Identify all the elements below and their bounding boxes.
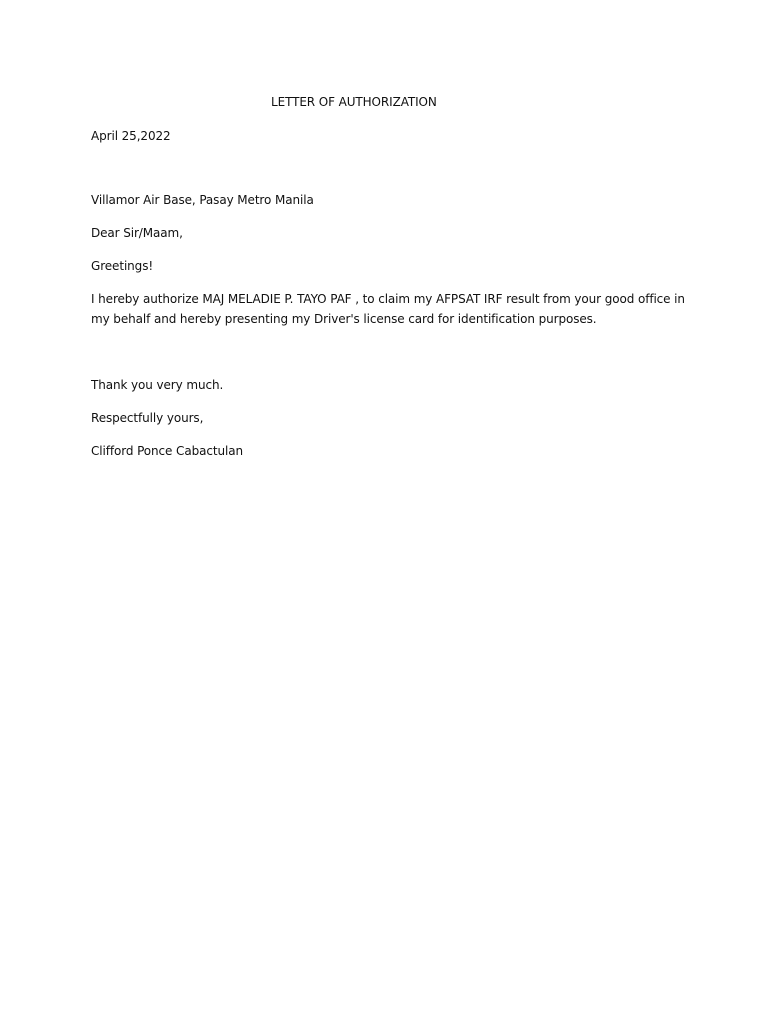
salutation: Dear Sir/Maam, [91, 226, 183, 240]
recipient-address: Villamor Air Base, Pasay Metro Manila [91, 193, 314, 207]
signature-name: Clifford Ponce Cabactulan [91, 444, 243, 458]
body-line-2: my behalf and hereby presenting my Driver's license card for identification purposes. [91, 312, 597, 326]
letter-date: April 25,2022 [91, 129, 171, 143]
greeting: Greetings! [91, 259, 154, 273]
body-line-1: I hereby authorize MAJ MELADIE P. TAYO PAF , to claim my AFPSAT IRF result from your good office in [91, 292, 685, 306]
closing-line: Respectfully yours, [91, 411, 204, 425]
thanks-line: Thank you very much. [91, 378, 224, 392]
letter-title: LETTER OF AUTHORIZATION [271, 95, 437, 109]
